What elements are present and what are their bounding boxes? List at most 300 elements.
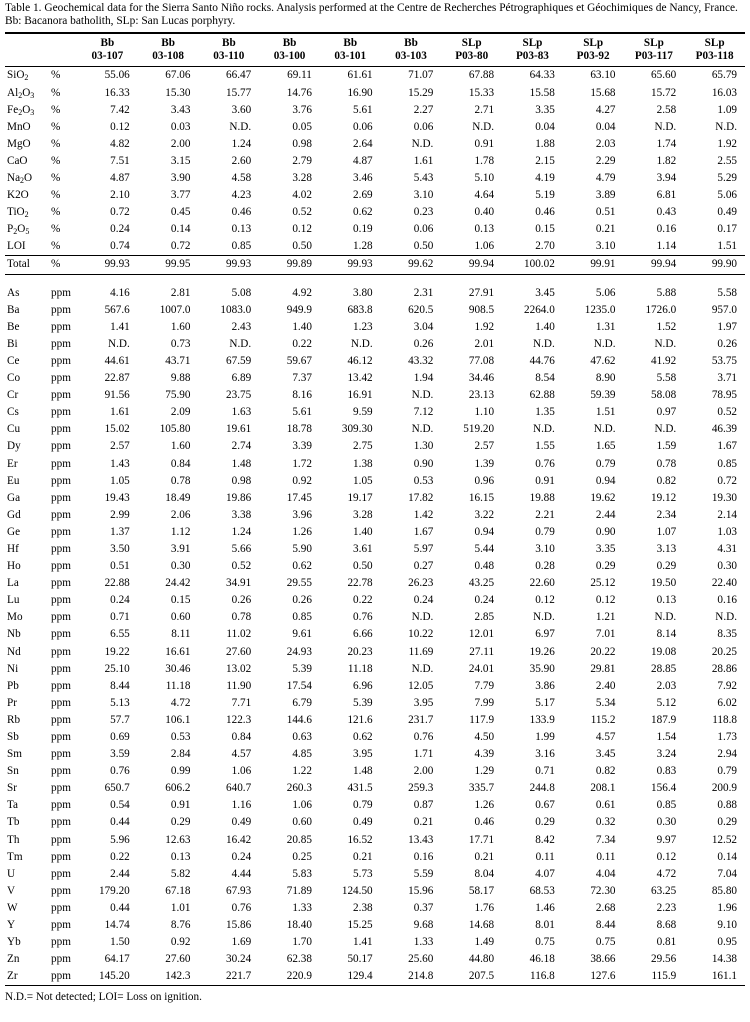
value-cell: 1.24 xyxy=(231,137,252,150)
unit-label: ppm xyxy=(51,645,71,658)
value-cell: 1.12 xyxy=(170,525,191,538)
value-cell: 15.29 xyxy=(408,86,434,99)
trace-element-row xyxy=(5,438,745,455)
value-cell: 100.02 xyxy=(502,256,563,274)
value-cell: 0.50 xyxy=(353,560,373,573)
value-cell: 14.74 xyxy=(104,919,130,932)
value-cell: 15.77 xyxy=(226,86,252,99)
element-label: Pb xyxy=(7,679,19,692)
element-label: Tm xyxy=(7,850,23,863)
value-cell: 4.64 xyxy=(474,189,495,202)
value-cell: 35.90 xyxy=(529,662,555,675)
column-sample-id: 03-101 xyxy=(334,50,367,63)
value-cell: 20.25 xyxy=(711,645,737,658)
unit-label: ppm xyxy=(51,320,71,333)
value-cell: 3.38 xyxy=(231,508,252,521)
trace-element-row xyxy=(5,302,745,319)
value-cell: 17.71 xyxy=(468,833,495,846)
value-cell: 4.39 xyxy=(474,748,495,761)
value-cell: 1.37 xyxy=(110,525,130,538)
value-cell: 2.23 xyxy=(656,901,677,914)
unit-label: ppm xyxy=(51,628,71,641)
value-cell: 9.10 xyxy=(717,919,737,932)
unit-label: ppm xyxy=(51,611,71,624)
value-cell: 63.25 xyxy=(651,884,677,897)
value-cell: 2.74 xyxy=(231,440,252,453)
value-cell: 1.92 xyxy=(717,137,737,150)
unit-label: ppm xyxy=(51,372,71,385)
value-cell: 4.27 xyxy=(595,103,616,116)
value-cell: 2.31 xyxy=(413,286,434,299)
value-cell: 4.50 xyxy=(474,731,495,744)
value-cell: 0.75 xyxy=(535,936,555,949)
element-label: Zr xyxy=(5,968,49,986)
value-cell: 19.12 xyxy=(651,491,677,504)
value-cell: 0.17 xyxy=(717,223,737,236)
formula-base: Al xyxy=(7,86,19,99)
trace-element-row xyxy=(5,370,745,387)
value-cell: 63.10 xyxy=(590,69,616,82)
value-cell: 68.53 xyxy=(529,884,555,897)
unit-label: % xyxy=(51,172,61,185)
value-cell: 0.13 xyxy=(656,594,677,607)
value-cell: N.D. xyxy=(229,120,252,133)
geochemical-data-table xyxy=(5,32,745,986)
value-cell: 0.21 xyxy=(595,223,616,236)
value-cell: 9.68 xyxy=(413,919,434,932)
value-cell: 0.46 xyxy=(231,206,252,219)
value-cell: 59.67 xyxy=(286,354,312,367)
value-cell: 1.48 xyxy=(353,765,373,778)
value-cell: 67.93 xyxy=(226,884,252,897)
element-label: Cs xyxy=(7,406,19,419)
value-cell: 3.76 xyxy=(292,103,312,116)
value-cell: 61.61 xyxy=(347,69,373,82)
value-cell: 3.95 xyxy=(413,696,434,709)
column-unit: SLp xyxy=(583,37,604,50)
unit-label: % xyxy=(51,189,61,202)
value-cell: 0.85 xyxy=(656,799,677,812)
value-cell: 0.29 xyxy=(595,560,616,573)
value-cell: 0.49 xyxy=(353,816,373,829)
value-cell: 43.25 xyxy=(468,577,495,590)
value-cell: N.D. xyxy=(654,120,677,133)
value-cell: 58.17 xyxy=(468,884,495,897)
value-cell: 2.06 xyxy=(170,508,191,521)
value-cell: 3.45 xyxy=(535,286,555,299)
value-cell: 2.03 xyxy=(595,137,616,150)
value-cell: 0.96 xyxy=(474,474,495,487)
value-cell: N.D. xyxy=(593,423,616,436)
value-cell: 5.73 xyxy=(353,867,373,880)
formula-subscript: 2 xyxy=(18,107,23,117)
value-cell: 0.29 xyxy=(656,560,677,573)
trace-element-row xyxy=(5,387,745,404)
value-cell: 0.06 xyxy=(413,223,434,236)
value-cell: 1.06 xyxy=(292,799,312,812)
value-cell: 22.60 xyxy=(529,577,555,590)
unit-label: % xyxy=(51,206,61,219)
value-cell: 9.61 xyxy=(292,628,312,641)
value-cell: 3.10 xyxy=(413,189,434,202)
column-header xyxy=(259,33,320,67)
value-cell: 7.01 xyxy=(595,628,616,641)
value-cell: 1.67 xyxy=(717,440,737,453)
value-cell: 3.90 xyxy=(170,172,191,185)
value-cell: 15.33 xyxy=(468,86,495,99)
value-cell: 0.73 xyxy=(170,337,191,350)
value-cell: 0.81 xyxy=(656,936,677,949)
element-label: Be xyxy=(7,320,20,333)
trace-element-row xyxy=(5,866,745,883)
value-cell: 683.8 xyxy=(347,303,373,316)
value-cell: 1.42 xyxy=(413,508,434,521)
element-label xyxy=(5,238,49,256)
element-label xyxy=(5,170,49,187)
column-header xyxy=(502,33,563,67)
value-cell: 2.29 xyxy=(595,154,616,167)
value-cell: 0.29 xyxy=(170,816,191,829)
value-cell: 1.88 xyxy=(535,137,555,150)
value-cell: 16.15 xyxy=(468,491,495,504)
trace-element-row xyxy=(5,797,745,814)
value-cell: 949.9 xyxy=(286,303,312,316)
element-label: Ba xyxy=(7,303,20,316)
value-cell: 1.46 xyxy=(535,901,555,914)
value-cell: 8.11 xyxy=(171,628,191,641)
value-cell: 4.31 xyxy=(717,542,737,555)
value-cell: 11.18 xyxy=(347,662,373,675)
value-cell: 3.28 xyxy=(353,508,373,521)
value-cell: 4.57 xyxy=(595,731,616,744)
value-cell: N.D. xyxy=(654,337,677,350)
unit-label: % xyxy=(51,69,61,82)
value-cell: 1.31 xyxy=(595,320,616,333)
value-cell: 2.84 xyxy=(170,748,191,761)
unit-label: ppm xyxy=(51,423,71,436)
major-element-row xyxy=(5,221,745,238)
value-cell: 23.75 xyxy=(226,389,252,402)
value-cell: 99.93 xyxy=(320,256,381,274)
unit-label: ppm xyxy=(51,354,71,367)
value-cell: 1.74 xyxy=(656,137,677,150)
value-cell: 0.45 xyxy=(170,206,191,219)
value-cell: 13.42 xyxy=(347,372,373,385)
column-header xyxy=(624,33,685,67)
value-cell: 1083.0 xyxy=(220,303,252,316)
value-cell: 55.06 xyxy=(104,69,130,82)
value-cell: 115.2 xyxy=(590,713,616,726)
value-cell: 1.51 xyxy=(595,406,616,419)
value-cell: 3.96 xyxy=(292,508,312,521)
value-cell: 0.94 xyxy=(595,474,616,487)
value-cell: 5.39 xyxy=(353,696,373,709)
formula-base: Na xyxy=(7,172,21,185)
value-cell: 0.16 xyxy=(717,594,737,607)
value-cell: 85.80 xyxy=(711,884,737,897)
value-cell: 129.4 xyxy=(320,968,381,986)
value-cell: 3.04 xyxy=(413,320,434,333)
value-cell: 0.16 xyxy=(413,850,434,863)
column-unit: SLp xyxy=(522,37,543,50)
value-cell: 0.72 xyxy=(170,240,191,253)
value-cell: 19.26 xyxy=(529,645,555,658)
value-cell: 0.63 xyxy=(292,731,312,744)
value-cell: 19.62 xyxy=(590,491,616,504)
value-cell: 0.78 xyxy=(231,611,252,624)
value-cell: 99.95 xyxy=(138,256,199,274)
element-label: Y xyxy=(7,919,16,932)
element-label: Dy xyxy=(7,440,21,453)
value-cell: 3.24 xyxy=(656,748,677,761)
formula-base: TiO xyxy=(7,206,25,219)
value-cell: 156.4 xyxy=(651,782,677,795)
element-label: As xyxy=(7,286,20,299)
value-cell: 0.19 xyxy=(353,223,373,236)
value-cell: 0.28 xyxy=(535,560,555,573)
value-cell: 2.00 xyxy=(413,765,434,778)
unit-label: ppm xyxy=(51,833,71,846)
trace-element-row xyxy=(5,644,745,661)
value-cell: 0.05 xyxy=(292,120,312,133)
element-label: Hf xyxy=(7,542,19,555)
value-cell: 2.10 xyxy=(110,189,130,202)
value-cell: 19.50 xyxy=(651,577,677,590)
value-cell: 1.09 xyxy=(717,103,737,116)
value-cell: 5.06 xyxy=(717,189,737,202)
unit-label: % xyxy=(51,86,61,99)
value-cell: 1.71 xyxy=(413,748,434,761)
value-cell: 4.02 xyxy=(292,189,312,202)
unit-label: % xyxy=(51,120,61,133)
value-cell: 0.76 xyxy=(535,457,555,470)
value-cell: 0.24 xyxy=(474,594,495,607)
value-cell: 1.06 xyxy=(231,765,252,778)
unit-label: ppm xyxy=(51,542,71,555)
value-cell: 0.97 xyxy=(656,406,677,419)
value-cell: 22.78 xyxy=(347,577,373,590)
value-cell: 0.24 xyxy=(231,850,252,863)
element-label: Eu xyxy=(7,474,20,487)
element-label: Nd xyxy=(7,645,21,658)
value-cell: 0.54 xyxy=(110,799,130,812)
value-cell: 3.46 xyxy=(353,172,373,185)
trace-element-row xyxy=(5,404,745,421)
formula-subscript: 2 xyxy=(24,210,29,220)
value-cell: 29.56 xyxy=(651,953,677,966)
value-cell: 11.69 xyxy=(408,645,434,658)
column-header xyxy=(320,33,381,67)
value-cell: 5.12 xyxy=(656,696,677,709)
trace-element-row xyxy=(5,661,745,678)
value-cell: 0.11 xyxy=(596,850,616,863)
value-cell: 2.57 xyxy=(474,440,495,453)
value-cell: 0.79 xyxy=(595,457,616,470)
element-label xyxy=(5,85,49,102)
major-element-row xyxy=(5,85,745,102)
value-cell: 2.40 xyxy=(595,679,616,692)
unit-label: % xyxy=(51,103,61,116)
value-cell: 62.38 xyxy=(286,953,312,966)
value-cell: 24.93 xyxy=(286,645,312,658)
element-label: V xyxy=(7,884,16,897)
value-cell: 0.32 xyxy=(595,816,616,829)
trace-element-row xyxy=(5,729,745,746)
value-cell: 0.12 xyxy=(595,594,616,607)
value-cell: 0.98 xyxy=(231,474,252,487)
element-label: Tb xyxy=(7,816,20,829)
value-cell: 1.60 xyxy=(170,320,191,333)
value-cell: 0.43 xyxy=(656,206,677,219)
value-cell: 12.63 xyxy=(165,833,191,846)
unit-label: ppm xyxy=(51,508,71,521)
value-cell: 0.61 xyxy=(595,799,616,812)
value-cell: 67.59 xyxy=(226,354,252,367)
value-cell: 22.88 xyxy=(104,577,130,590)
column-header xyxy=(563,33,624,67)
value-cell: 231.7 xyxy=(408,713,434,726)
value-cell: 99.93 xyxy=(198,256,259,274)
value-cell: 1.29 xyxy=(474,765,495,778)
value-cell: 8.76 xyxy=(170,919,191,932)
value-cell: 71.89 xyxy=(286,884,312,897)
value-cell: 0.25 xyxy=(292,850,312,863)
major-element-row xyxy=(5,238,745,256)
value-cell: 1.76 xyxy=(474,901,495,914)
value-cell: 14.68 xyxy=(468,919,495,932)
column-header xyxy=(198,33,259,67)
formula-base: MnO xyxy=(7,120,31,133)
element-label: Ho xyxy=(7,560,21,573)
value-cell: 3.16 xyxy=(535,748,555,761)
header-element-blank xyxy=(5,33,49,67)
value-cell: 0.46 xyxy=(474,816,495,829)
value-cell: 0.84 xyxy=(231,731,252,744)
trace-element-row xyxy=(5,917,745,934)
value-cell: N.D. xyxy=(472,120,495,133)
value-cell: 1.38 xyxy=(353,457,373,470)
value-cell: 1.59 xyxy=(656,440,677,453)
value-cell: 1.21 xyxy=(595,611,616,624)
value-cell: 5.59 xyxy=(413,867,434,880)
value-cell: 15.58 xyxy=(529,86,555,99)
value-cell: 8.14 xyxy=(656,628,677,641)
value-cell: 8.54 xyxy=(535,372,555,385)
value-cell: 0.99 xyxy=(170,765,191,778)
value-cell: 12.05 xyxy=(408,679,434,692)
value-cell: 3.28 xyxy=(292,172,312,185)
value-cell: N.D. xyxy=(654,611,677,624)
value-cell: 41.92 xyxy=(651,354,677,367)
value-cell: 59.39 xyxy=(590,389,616,402)
element-label: Gd xyxy=(7,508,21,521)
value-cell: 0.21 xyxy=(413,816,434,829)
value-cell: 957.0 xyxy=(711,303,737,316)
value-cell: 121.6 xyxy=(347,713,373,726)
value-cell: 0.60 xyxy=(170,611,191,624)
value-cell: 8.42 xyxy=(535,833,555,846)
unit-label: ppm xyxy=(49,968,77,986)
value-cell: 0.48 xyxy=(474,560,495,573)
unit-label: ppm xyxy=(51,594,71,607)
value-cell: 1.26 xyxy=(474,799,495,812)
value-cell: 3.89 xyxy=(595,189,616,202)
element-label xyxy=(5,187,49,204)
value-cell: 4.92 xyxy=(292,286,312,299)
value-cell: 0.23 xyxy=(413,206,434,219)
value-cell: 19.22 xyxy=(104,645,130,658)
value-cell: 0.72 xyxy=(717,474,737,487)
value-cell: 0.52 xyxy=(231,560,252,573)
unit-label: ppm xyxy=(51,731,71,744)
trace-element-row xyxy=(5,285,745,302)
value-cell: 27.11 xyxy=(469,645,495,658)
value-cell: 12.52 xyxy=(711,833,737,846)
trace-element-row xyxy=(5,626,745,643)
value-cell: 1.30 xyxy=(413,440,434,453)
value-cell: 34.46 xyxy=(468,372,495,385)
value-cell: 8.04 xyxy=(474,867,495,880)
value-cell: 46.39 xyxy=(711,423,737,436)
value-cell: 0.79 xyxy=(535,525,555,538)
value-cell: 19.43 xyxy=(104,491,130,504)
value-cell: 99.93 xyxy=(77,256,138,274)
value-cell: 0.85 xyxy=(231,240,252,253)
value-cell: 0.76 xyxy=(413,731,434,744)
value-cell: 28.86 xyxy=(711,662,737,675)
element-label: Sn xyxy=(7,765,19,778)
value-cell: 0.30 xyxy=(656,816,677,829)
value-cell: 0.29 xyxy=(717,816,737,829)
value-cell: 5.10 xyxy=(474,172,495,185)
value-cell: 5.83 xyxy=(292,867,312,880)
value-cell: 5.90 xyxy=(292,542,312,555)
formula-subscript: 2 xyxy=(24,73,29,83)
value-cell: 1.05 xyxy=(110,474,130,487)
value-cell: 0.62 xyxy=(353,206,373,219)
value-cell: 0.12 xyxy=(535,594,555,607)
value-cell: 5.58 xyxy=(656,372,677,385)
value-cell: 116.8 xyxy=(502,968,563,986)
unit-label: ppm xyxy=(51,662,71,675)
value-cell: N.D. xyxy=(411,611,434,624)
value-cell: 0.40 xyxy=(474,206,495,219)
value-cell: 1.61 xyxy=(110,406,130,419)
value-cell: 3.10 xyxy=(595,240,616,253)
value-cell: 3.59 xyxy=(110,748,130,761)
trace-element-row xyxy=(5,421,745,438)
value-cell: 1007.0 xyxy=(159,303,191,316)
value-cell: 0.15 xyxy=(535,223,555,236)
element-label: Ga xyxy=(7,491,21,504)
value-cell: 1235.0 xyxy=(584,303,616,316)
value-cell: 5.43 xyxy=(413,172,434,185)
value-cell: 20.23 xyxy=(347,645,373,658)
unit-label: ppm xyxy=(51,389,71,402)
value-cell: 220.9 xyxy=(259,968,320,986)
value-cell: 0.87 xyxy=(413,799,434,812)
unit-label: ppm xyxy=(51,953,71,966)
value-cell: 20.85 xyxy=(286,833,312,846)
column-header xyxy=(77,33,138,67)
trace-element-row xyxy=(5,849,745,866)
value-cell: 200.9 xyxy=(711,782,737,795)
unit-label: ppm xyxy=(51,491,71,504)
value-cell: 16.90 xyxy=(347,86,373,99)
value-cell: 124.50 xyxy=(341,884,373,897)
value-cell: 1.69 xyxy=(231,936,252,949)
value-cell: 0.90 xyxy=(413,457,434,470)
